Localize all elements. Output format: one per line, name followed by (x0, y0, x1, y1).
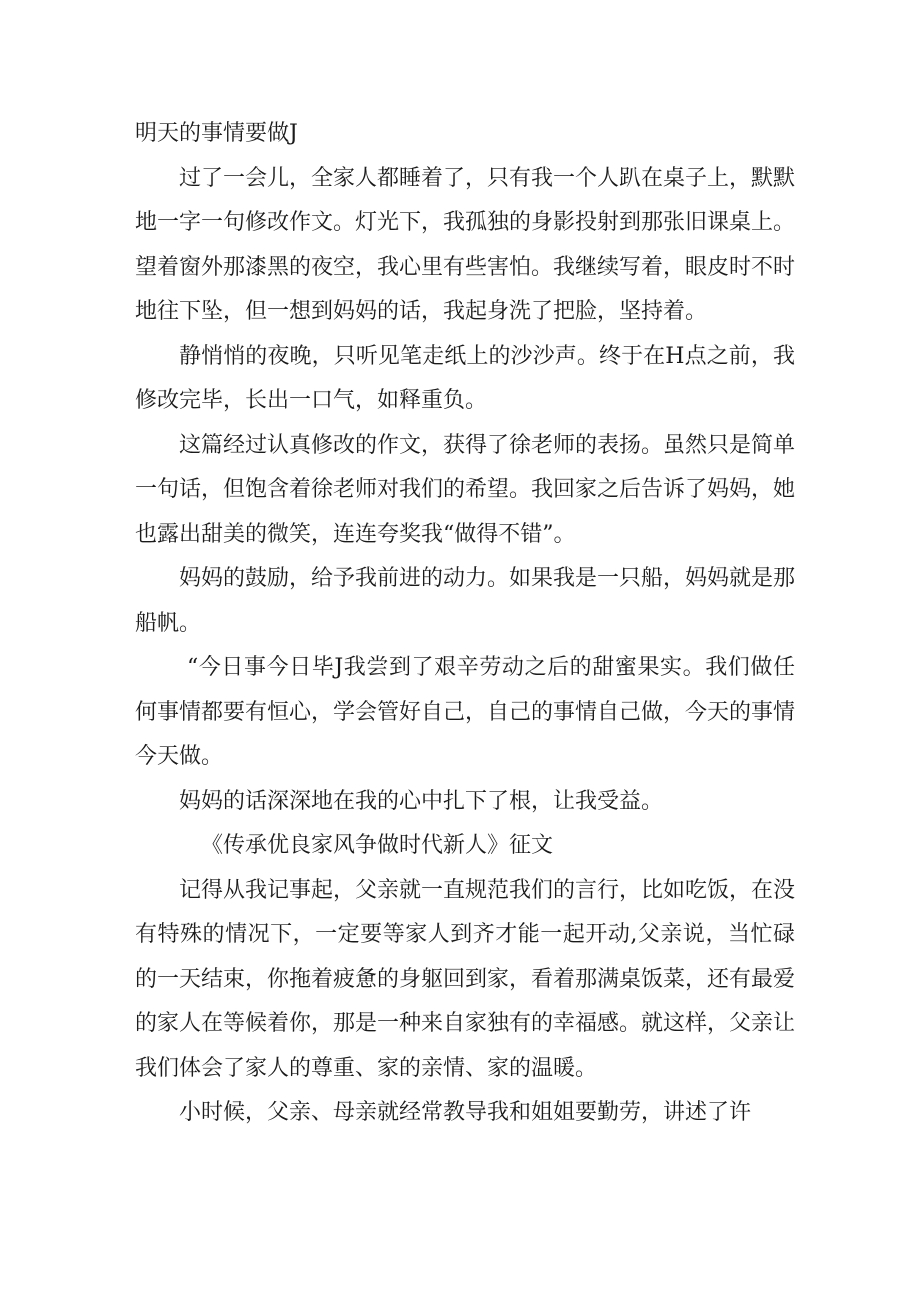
paragraph: 静悄悄的夜晚，只听见笔走纸上的沙沙声。终于在H点之前，我修改完毕，长出一口气，如释重负。 (135, 343, 795, 413)
paragraph: 妈妈的话深深地在我的心中扎下了根，让我受益。 (179, 788, 664, 814)
paragraph: 小时候，父亲、母亲就经常教导我和姐姐要勤劳，讲述了许 (179, 1100, 752, 1125)
document-body (135, 112, 795, 1136)
paragraph: 记得从我记事起，父亲就一直规范我们的言行，比如吃饭，在没有特殊的情况下，一定要等家人到齐才能一起开动,父亲说，当忙碌的一天结束，你拖着疲惫的身躯回到家，看着那满桌饭菜，还有最爱的家人在等候着你，那是一种来自家独有的幸福感。就这样，父亲让我们体会了家人的尊重、家的亲情、家的温暖。 (135, 877, 796, 1081)
paragraph-continuation: 明天的事情要做J (135, 121, 298, 146)
paragraph: 妈妈的鼓励，给予我前进的动力。如果我是一只船，妈妈就是那船帆。 (135, 566, 796, 636)
paragraph: 这篇经过认真修改的作文，获得了徐老师的表扬。虽然只是简单一句话，但饱含着徐老师对我们的希望。我回家之后告诉了妈妈，她也露出甜美的微笑，连连夸奖我“做得不错”。 (135, 432, 796, 547)
paragraph: “今日事今日毕J我尝到了艰辛劳动之后的甜蜜果实。我们做任何事情都要有恒心，学会管好自己，自己的事情自己做，今天的事情今天做。 (135, 655, 796, 769)
essay-title: 《传承优良家风争做时代新人》征文 (201, 833, 554, 858)
paragraph: 过了一会儿，全家人都睡着了，只有我一个人趴在桌子上，默默地一字一句修改作文。灯光下，我孤独的身影投射到那张旧课桌上。望着窗外那漆黑的夜空，我心里有些害怕。我继续写着，眼皮时不时地往下坠，但一想到妈妈的话，我起身洗了把脸，坚持着。 (135, 165, 796, 324)
